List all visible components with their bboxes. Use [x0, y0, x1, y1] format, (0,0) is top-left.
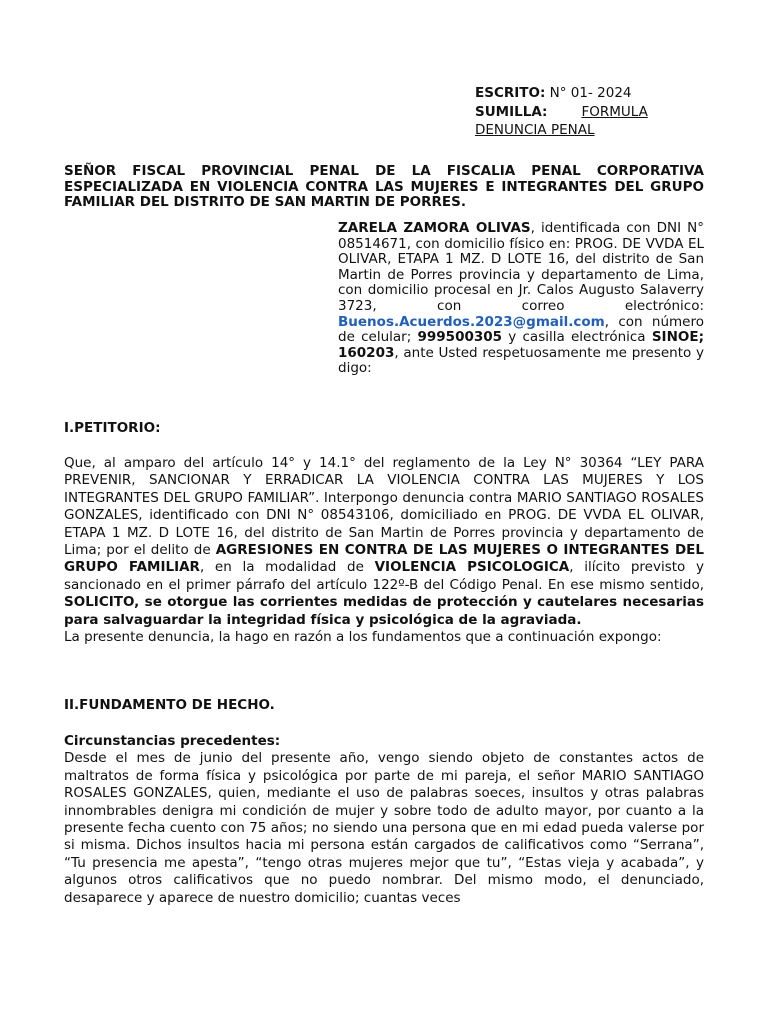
hechos-section — [64, 733, 704, 907]
hechos-title: II.FUNDAMENTO DE HECHO. — [64, 697, 275, 713]
crime-name: AGRESIONES EN CONTRA DE LAS MUJERES O INTEGRANTES DEL GRUPO FAMILIAR — [64, 542, 704, 576]
hechos-paragraph: Desde el mes de junio del presente año, vengo siendo objeto de constantes actos de maltratos de forma física y psicológica por parte de mi pareja, el señor MARIO SANTIAGO ROSALES GONZALES, quien, mediante el uso de palabras soeces, insultos y otras palabras innombrables denigra mi condición de mujer y sobre todo de adulto mayor, por cuanto a la presente fecha cuento con 75 años; no siendo una persona que en mi edad pueda valerse por si misma. Dichos insultos hacia mi persona están cargados de calificativos como “Serrana”, “Tu presencia me apesta”, “tengo otras mujeres mejor que tu”, “Estas vieja y acabada”, y algunos otros calificativos que no puedo nombrar. Del mismo modo, el denunciado, desaparece y aparece de nuestro domicilio; cuantas veces — [64, 750, 704, 906]
intro-paragraph — [338, 221, 704, 377]
escrito-row — [475, 84, 705, 103]
escrito-label: ESCRITO: — [475, 85, 546, 101]
email-link[interactable]: Buenos.Acuerdos.2023@gmail.com — [338, 313, 605, 330]
solicito: SOLICITO — [64, 594, 135, 611]
intro-text-2: , con número de celular; — [338, 313, 704, 346]
intro-text-3: y casilla electrónica — [502, 329, 652, 346]
hechos-subtitle: Circunstancias precedentes: — [64, 733, 281, 749]
sumilla-row — [475, 103, 705, 122]
petitorio-title: I.PETITORIO: — [64, 420, 161, 436]
sumilla-value: FORMULA — [581, 103, 648, 120]
petitorio-text: Que, al amparo del artículo 14° y 14.1° del reglamento de la Ley N° 30364 “LEY PARA PREVENIR, SANCIONAR Y ERRADICAR LA VIOLENCIA CONTRA LAS MUJERES Y LOS INTEGRANTES DEL GRUPO FAMILIAR”. Interpongo denuncia contra MARIO SANTIAGO ROSALES GONZALES, identificado con DNI N° 08543106, domiciliado en PROG. DE VVDA EL OLIVAR, ETAPA 1 MZ. D LOTE 16, del distrito de San Martin de Porres provincia y departamento de Lima; por el delito de — [64, 455, 704, 559]
escrito-value: N° 01- 2024 — [549, 85, 632, 101]
intro-text: , identificada con DNI N° 08514671, con domicilio físico en: PROG. DE VVDA EL OLIVAR, ETAPA 1 MZ. D LOTE 16, del distrito de San Martin de Porres provincia y departamento de Lima, con domicilio procesal en Jr. Calos Augusto Salaverry 3723, con correo electrónico: — [338, 220, 704, 314]
petitorio-closing: La presente denuncia, la hago en razón a los fundamentos que a continuación expongo: — [64, 629, 662, 646]
petitorio-text-2: , en la modalidad de — [199, 559, 375, 576]
sumilla-label: SUMILLA: — [475, 103, 548, 120]
violence-type: VIOLENCIA PSICOLOGICA — [374, 559, 570, 576]
intro-text-4: , ante Usted respetuosamente me presento y digo: — [338, 344, 704, 377]
addressee: SEÑOR FISCAL PROVINCIAL PENAL DE LA FISCALIA PENAL CORPORATIVA ESPECIALIZADA EN VIOLENCIA CONTRA LAS MUJERES E INTEGRANTES DEL GRUPO FAMILIAR DEL DISTRITO DE SAN MARTIN DE PORRES. — [64, 163, 704, 210]
request-text: , se otorgue las corrientes medidas de protección y cautelares necesarias para salvaguardar la integridad física y psicológica de la agraviada. — [64, 594, 704, 628]
complainant-name: ZARELA ZAMORA OLIVAS — [338, 220, 531, 236]
sumilla-value-cont: DENUNCIA PENAL — [475, 122, 595, 138]
petitorio-text-3: , ilícito previsto y sancionado en el primer párrafo del artículo 122º-B del Código Penal. En ese mismo sentido, — [64, 559, 704, 593]
casilla-number: SINOE; 160203 — [338, 329, 704, 361]
document-header — [475, 84, 705, 140]
phone-number: 999500305 — [417, 329, 503, 346]
petitorio-paragraph — [64, 455, 704, 646]
